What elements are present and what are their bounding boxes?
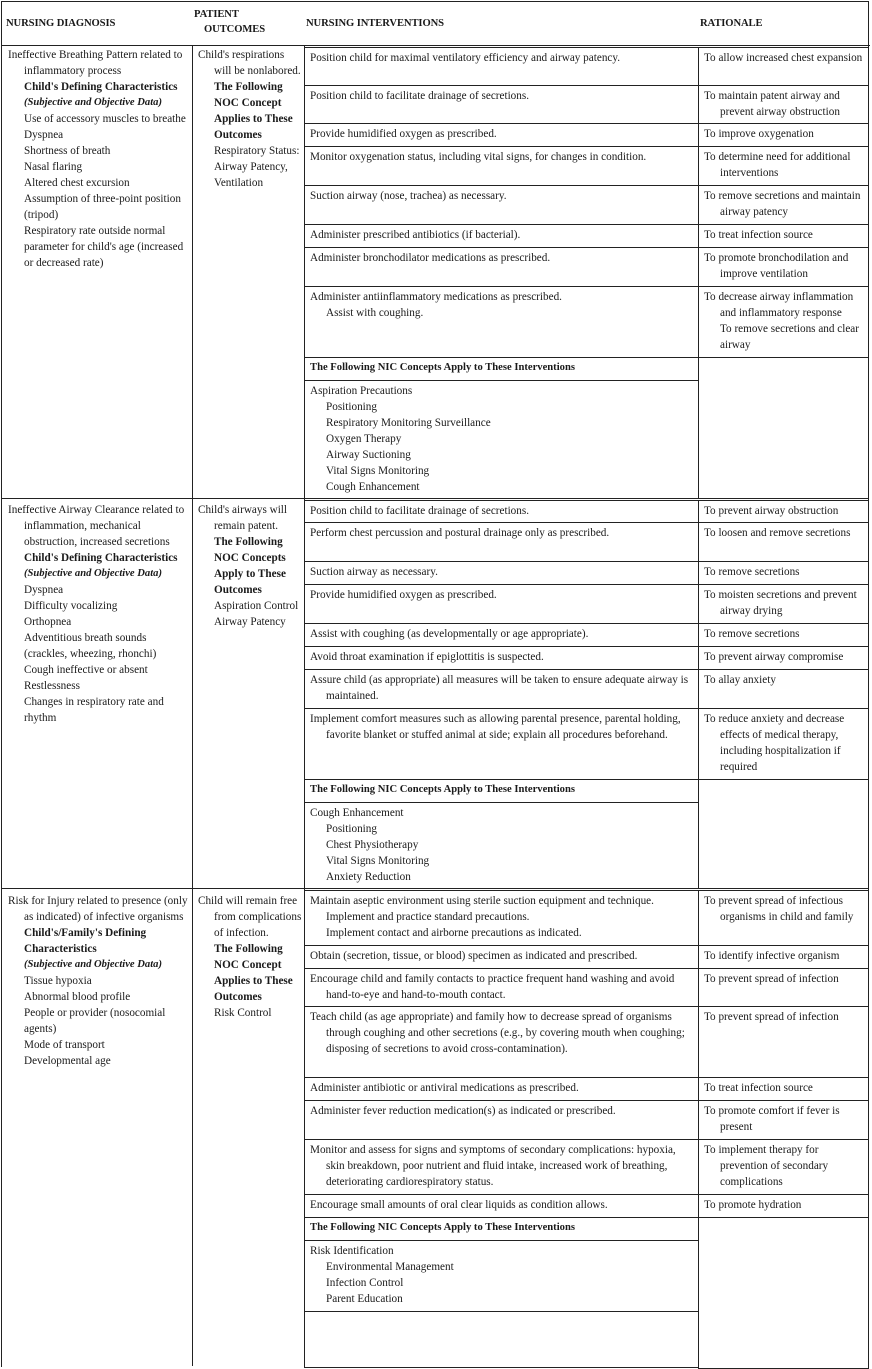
intervention-text: Administer antibiotic or antiviral medications as prescribed.: [310, 1082, 579, 1094]
nic-item: Oxygen Therapy: [326, 433, 402, 445]
intervention-cell: [304, 522, 699, 562]
intervention-text: Position child to facilitate drainage of secretions.: [310, 505, 530, 517]
rationale-cell: [698, 1139, 869, 1195]
nic-list-cell: [304, 802, 699, 889]
rationale-text: To loosen and remove secretions: [704, 527, 851, 539]
intervention-cell: [304, 500, 699, 523]
header-divider: [1, 45, 870, 46]
noc-heading: The Following NOC Concept Applies to These Outcomes: [214, 943, 293, 1003]
intervention-cell: [304, 286, 699, 358]
nic-item: Respiratory Monitoring Surveillance: [326, 417, 491, 429]
rationale-text: To treat infection source: [704, 229, 813, 241]
defining-characteristic: Assumption of three-point position (tripod): [24, 193, 181, 221]
rationale-subtext: To remove secretions and clear airway: [720, 323, 859, 351]
outcome-cell: [198, 893, 302, 1021]
nic-heading: The Following NIC Concepts Apply to These Interventions: [310, 1222, 575, 1233]
nic-item: Airway Suctioning: [326, 449, 411, 461]
section-divider: [1, 498, 304, 499]
intervention-subtext: Assist with coughing.: [326, 307, 424, 319]
defining-characteristic: Cough ineffective or absent: [24, 664, 148, 676]
rationale-cell: [698, 584, 869, 624]
rationale-text: To remove secretions: [704, 566, 800, 578]
nic-heading-cell: [304, 779, 699, 803]
rationale-text: To promote hydration: [704, 1199, 802, 1211]
defining-characteristic: Dyspnea: [24, 584, 64, 596]
intervention-cell: [304, 1077, 699, 1101]
intervention-cell: [304, 646, 699, 670]
rationale-cell: [698, 1100, 869, 1140]
intervention-text: Suction airway as necessary.: [310, 566, 438, 578]
rationale-text: To remove secretions and maintain airway patency: [704, 190, 861, 218]
noc-heading: The Following NOC Concepts Apply to These Outcomes: [214, 536, 286, 596]
rationale-text: To prevent airway compromise: [704, 651, 844, 663]
nic-list-cell: [304, 380, 699, 499]
rationale-cell: [698, 945, 869, 969]
intervention-cell: [304, 708, 699, 780]
intervention-text: Encourage child and family contacts to practice frequent hand washing and avoid hand-to-eye and hand-to-mouth contact.: [310, 973, 675, 1001]
defining-characteristic: Difficulty vocalizing: [24, 600, 118, 612]
nic-first-item: Risk Identification: [310, 1245, 394, 1257]
intervention-cell: [304, 224, 699, 248]
rationale-text: To improve oxygenation: [704, 128, 814, 140]
intervention-cell: [304, 945, 699, 969]
intervention-cell: [304, 968, 699, 1007]
rationale-cell: [698, 1006, 869, 1078]
noc-item: Airway Patency: [214, 616, 286, 628]
nic-heading: The Following NIC Concepts Apply to These Interventions: [310, 784, 575, 795]
defining-characteristic: Nasal flaring: [24, 161, 83, 173]
outcome-text: Child's airways will remain patent.: [198, 504, 288, 532]
intervention-cell: [304, 890, 699, 946]
nic-item: Chest Physiotherapy: [326, 839, 419, 851]
defining-characteristic: Mode of transport: [24, 1039, 105, 1051]
rationale-empty-cell: [698, 1217, 869, 1369]
rationale-text: To prevent spread of infection: [704, 973, 839, 985]
nic-item: Parent Education: [326, 1293, 403, 1305]
rationale-text: To remove secretions: [704, 628, 800, 640]
rationale-cell: [698, 968, 869, 1007]
intervention-cell: [304, 185, 699, 225]
intervention-subtext: Implement contact and airborne precautions as indicated.: [326, 927, 582, 939]
rationale-cell: [698, 623, 869, 647]
intervention-cell: [304, 146, 699, 186]
rationale-cell: [698, 85, 869, 124]
rationale-cell: [698, 561, 869, 585]
intervention-text: Encourage small amounts of oral clear liquids as condition allows.: [310, 1199, 608, 1211]
data-note: (Subjective and Objective Data): [24, 568, 162, 579]
rationale-text: To implement therapy for prevention of secondary complications: [704, 1144, 829, 1188]
data-note: (Subjective and Objective Data): [24, 97, 162, 108]
nic-list-cell: [304, 1240, 699, 1312]
defining-characteristic: People or provider (nosocomial agents): [24, 1007, 166, 1035]
rationale-cell: [698, 123, 869, 147]
intervention-cell: [304, 561, 699, 585]
intervention-text: Teach child (as age appropriate) and family how to decrease spread of organisms through coughing and other secretions (e.g., by covering mouth when coughing; disposing of secretions to avoid cross-contamination).: [310, 1011, 685, 1055]
rationale-text: To prevent spread of infectious organisms in child and family: [704, 895, 854, 923]
intervention-cell: [304, 47, 699, 86]
header-nursing-diagnosis: NURSING DIAGNOSIS: [6, 18, 116, 29]
defining-characteristic: Respiratory rate outside normal parameter for child's age (increased or decreased rate): [24, 225, 184, 269]
defining-characteristic: Dyspnea: [24, 129, 64, 141]
column-divider: [192, 45, 193, 1366]
header-nursing-interventions: NURSING INTERVENTIONS: [306, 18, 444, 29]
rationale-cell: [698, 646, 869, 670]
rationale-text: To prevent airway obstruction: [704, 505, 839, 517]
intervention-text: Position child to facilitate drainage of secretions.: [310, 90, 530, 102]
rationale-text: To allow increased chest expansion: [704, 52, 863, 64]
rationale-cell: [698, 522, 869, 562]
intervention-text: Provide humidified oxygen as prescribed.: [310, 128, 497, 140]
diagnosis-title: Risk for Injury related to presence (only as indicated) of infective organisms: [8, 895, 188, 923]
rationale-text: To allay anxiety: [704, 674, 776, 686]
rationale-empty-cell: [698, 779, 869, 889]
section-divider: [1, 888, 304, 889]
rationale-cell: [698, 286, 869, 358]
intervention-text: Provide humidified oxygen as prescribed.: [310, 589, 497, 601]
rationale-cell: [698, 146, 869, 186]
nic-item: Cough Enhancement: [326, 481, 420, 493]
defining-characteristics-heading: Child's Defining Characteristics: [24, 552, 178, 564]
rationale-cell: [698, 185, 869, 225]
rationale-empty-cell: [698, 357, 869, 499]
outcome-cell: [198, 502, 302, 630]
rationale-cell: [698, 500, 869, 523]
intervention-text: Administer bronchodilator medications as prescribed.: [310, 252, 551, 264]
defining-characteristics-heading: Child's/Family's Defining Characteristics: [24, 927, 147, 955]
rationale-text: To promote bronchodilation and improve ventilation: [704, 252, 849, 280]
nic-item: Vital Signs Monitoring: [326, 465, 430, 477]
intervention-text: Maintain aseptic environment using sterile suction equipment and technique.: [310, 895, 654, 907]
rationale-text: To treat infection source: [704, 1082, 813, 1094]
nic-heading-cell: [304, 357, 699, 381]
header-outcomes-line1: PATIENT: [194, 9, 239, 20]
diagnosis-cell: [8, 502, 190, 726]
noc-item: Aspiration Control: [214, 600, 299, 612]
intervention-cell: [304, 123, 699, 147]
intervention-text: Suction airway (nose, trachea) as necessary.: [310, 190, 507, 202]
intervention-text: Obtain (secretion, tissue, or blood) specimen as indicated and prescribed.: [310, 950, 638, 962]
intervention-cell: [304, 1194, 699, 1218]
nic-item: Environmental Management: [326, 1261, 454, 1273]
rationale-cell: [698, 708, 869, 780]
defining-characteristic: Changes in respiratory rate and rhythm: [24, 696, 164, 724]
outcome-text: Child's respirations will be nonlabored.: [198, 49, 301, 77]
data-note: (Subjective and Objective Data): [24, 959, 162, 970]
nic-item: Vital Signs Monitoring: [326, 855, 430, 867]
intervention-text: Monitor oxygenation status, including vital signs, for changes in condition.: [310, 151, 647, 163]
diagnosis-title: Ineffective Breathing Pattern related to inflammatory process: [8, 49, 183, 77]
rationale-text: To identify infective organism: [704, 950, 840, 962]
rationale-text: To maintain patent airway and prevent airway obstruction: [704, 90, 840, 118]
outcome-text: Child will remain free from complications of infection.: [198, 895, 302, 939]
defining-characteristic: Developmental age: [24, 1055, 111, 1067]
intervention-text: Position child for maximal ventilatory efficiency and airway patency.: [310, 52, 621, 64]
rationale-cell: [698, 1077, 869, 1101]
nic-item: Infection Control: [326, 1277, 404, 1289]
defining-characteristic: Shortness of breath: [24, 145, 111, 157]
defining-characteristic: Restlessness: [24, 680, 80, 692]
intervention-text: Avoid throat examination if epiglottitis is suspected.: [310, 651, 544, 663]
nic-item: Positioning: [326, 823, 377, 835]
intervention-text: Administer antiinflammatory medications as prescribed.: [310, 291, 562, 303]
nic-heading: The Following NIC Concepts Apply to These Interventions: [310, 362, 575, 373]
diagnosis-cell: [8, 893, 190, 1069]
diagnosis-title: Ineffective Airway Clearance related to inflammation, mechanical obstruction, increased secretions: [8, 504, 185, 548]
defining-characteristic: Altered chest excursion: [24, 177, 130, 189]
intervention-cell: [304, 85, 699, 124]
intervention-cell: [304, 623, 699, 647]
defining-characteristic: Orthopnea: [24, 616, 72, 628]
intervention-cell: [304, 669, 699, 709]
intervention-text: Administer prescribed antibiotics (if bacterial).: [310, 229, 521, 241]
header-rationale: RATIONALE: [700, 18, 763, 29]
defining-characteristics-heading: Child's Defining Characteristics: [24, 81, 178, 93]
intervention-text: Implement comfort measures such as allowing parental presence, parental holding, favorite blanket or stuffed animal at side; explain all procedures beforehand.: [310, 713, 681, 741]
nic-first-item: Cough Enhancement: [310, 807, 404, 819]
rationale-cell: [698, 247, 869, 287]
defining-characteristic: Tissue hypoxia: [24, 975, 92, 987]
rationale-cell: [698, 890, 869, 946]
outcome-cell: [198, 47, 302, 191]
intervention-subtext: Implement and practice standard precautions.: [326, 911, 530, 923]
intervention-text: Administer fever reduction medication(s) as indicated or prescribed.: [310, 1105, 616, 1117]
noc-item: Risk Control: [214, 1007, 272, 1019]
intervention-cell: [304, 1139, 699, 1195]
defining-characteristic: Adventitious breath sounds (crackles, wheezing, rhonchi): [24, 632, 157, 660]
noc-heading: The Following NOC Concept Applies to These Outcomes: [214, 81, 293, 141]
intervention-text: Assist with coughing (as developmentally or age appropriate).: [310, 628, 589, 640]
header-outcomes-line2: OUTCOMES: [204, 24, 266, 35]
rationale-cell: [698, 47, 869, 86]
nic-item: Positioning: [326, 401, 377, 413]
rationale-cell: [698, 669, 869, 709]
rationale-text: To moisten secretions and prevent airway drying: [704, 589, 857, 617]
rationale-text: To decrease airway inflammation and inflammatory response: [704, 291, 854, 319]
noc-item: Respiratory Status: Airway Patency, Ventilation: [214, 145, 300, 189]
nic-first-item: Aspiration Precautions: [310, 385, 413, 397]
intervention-cell: [304, 1100, 699, 1140]
intervention-text: Perform chest percussion and postural drainage only as prescribed.: [310, 527, 610, 539]
rationale-cell: [698, 224, 869, 248]
defining-characteristic: Abnormal blood profile: [24, 991, 131, 1003]
defining-characteristic: Use of accessory muscles to breathe: [24, 113, 186, 125]
rationale-text: To promote comfort if fever is present: [704, 1105, 840, 1133]
rationale-text: To prevent spread of infection: [704, 1011, 839, 1023]
header-patient-outcomes: [194, 7, 265, 37]
diagnosis-cell: [8, 47, 190, 271]
rationale-text: To determine need for additional interventions: [704, 151, 851, 179]
intervention-text: Assure child (as appropriate) all measures will be taken to ensure adequate airway is maintained.: [310, 674, 689, 702]
intervention-cell: [304, 1006, 699, 1078]
intervention-cell: [304, 247, 699, 287]
intervention-cell: [304, 584, 699, 624]
nic-heading-cell: [304, 1217, 699, 1241]
rationale-cell: [698, 1194, 869, 1218]
rationale-text: To reduce anxiety and decrease effects of medical therapy, including hospitalization if required: [704, 713, 845, 773]
intervention-text: Monitor and assess for signs and symptoms of secondary complications: hypoxia, skin breakdown, poor nutrient and fluid intake, increased work of breathing, deteriorating cardiorespiratory status.: [310, 1144, 676, 1188]
nic-item: Anxiety Reduction: [326, 871, 411, 883]
intervention-empty-cell: [304, 1311, 699, 1368]
